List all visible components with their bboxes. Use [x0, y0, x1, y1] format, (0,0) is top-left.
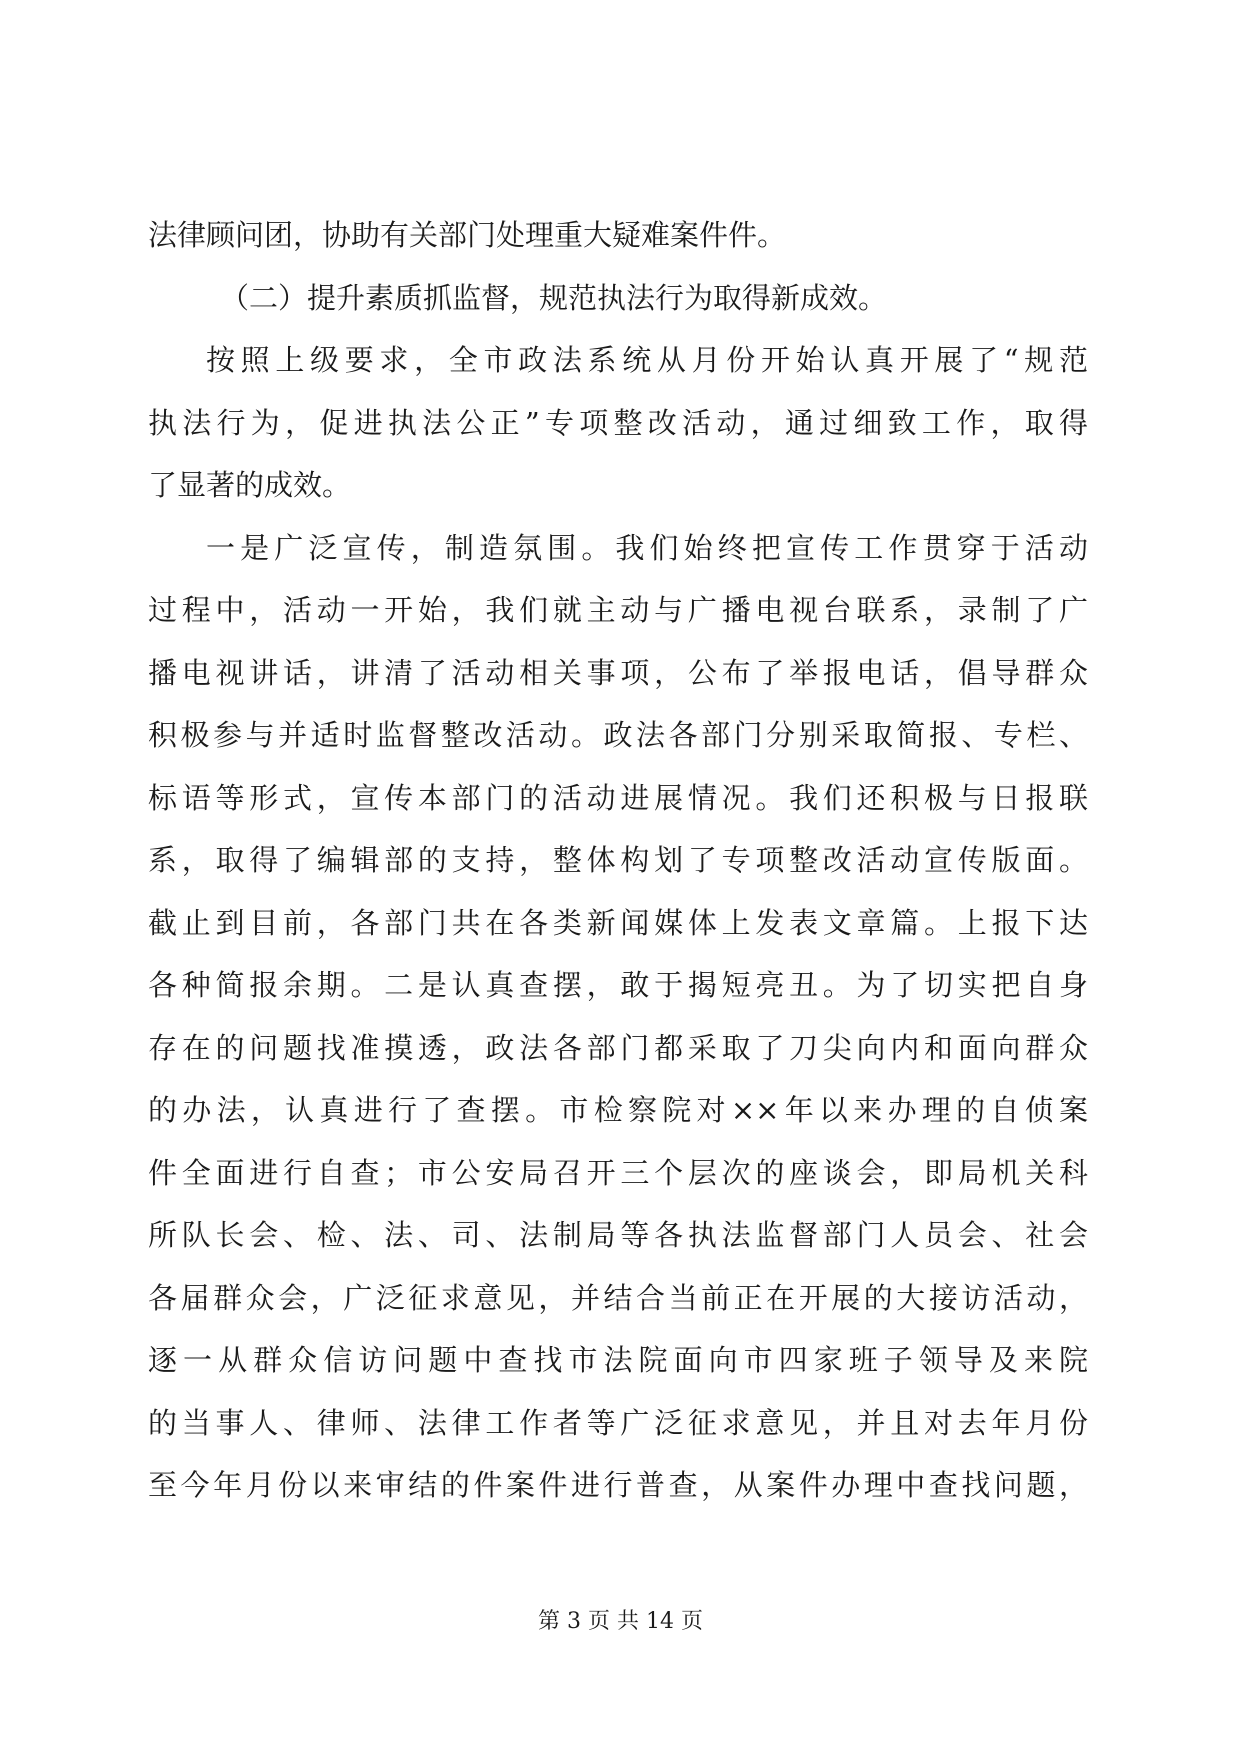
text-line: 各种简报余期。二是认真查摆，敢于揭短亮丑。为了切实把自身 [148, 968, 1088, 1002]
text-line: 法律顾问团，协助有关部门处理重大疑难案件件。 [148, 218, 787, 252]
text-line: 各届群众会，广泛征求意见，并结合当前正在开展的大接访活动， [148, 1280, 1088, 1315]
text-line: 执法行为，促进执法公正”专项整改活动，通过细致工作，取得 [148, 405, 1088, 440]
text-line: 至今年月份以来审结的件案件进行普查，从案件办理中查找问题， [148, 1468, 1088, 1502]
page-number-footer: 第 3 页 共 14 页 [538, 1609, 703, 1634]
text-line: 件全面进行自查；市公安局召开三个层次的座谈会，即局机关科 [148, 1155, 1088, 1190]
text-line: 存在的问题找准摸透，政法各部门都采取了刀尖向内和面向群众 [148, 1030, 1088, 1065]
section-heading: （二）提升素质抓监督，规范执法行为取得新成效。 [220, 280, 888, 315]
text-line: 过程中，活动一开始，我们就主动与广播电视台联系，录制了广 [148, 593, 1088, 627]
text-line: 了显著的成效。 [148, 468, 352, 502]
text-line: 积极参与并适时监督整改活动。政法各部门分别采取简报、专栏、 [148, 718, 1088, 752]
text-line: 逐一从群众信访问题中查找市法院面向市四家班子领导及来院 [148, 1343, 1088, 1377]
text-line: 截止到目前，各部门共在各类新闻媒体上发表文章篇。上报下达 [148, 905, 1088, 940]
text-line: 系，取得了编辑部的支持，整体构划了专项整改活动宣传版面。 [148, 843, 1088, 877]
text-line: 播电视讲话，讲清了活动相关事项，公布了举报电话，倡导群众 [148, 655, 1088, 690]
text-line: 的当事人、律师、法律工作者等广泛征求意见，并且对去年月份 [148, 1405, 1088, 1440]
document-body [148, 204, 1088, 1517]
text-line: 的办法，认真进行了查摆。市检察院对××年以来办理的自侦案 [148, 1093, 1088, 1127]
text-line: 标语等形式，宣传本部门的活动进展情况。我们还积极与日报联 [148, 780, 1088, 815]
text-line: 所队长会、检、法、司、法制局等各执法监督部门人员会、社会 [148, 1218, 1088, 1252]
text-line: 一是广泛宣传，制造氛围。我们始终把宣传工作贯穿于活动 [206, 530, 1088, 565]
text-line: 按照上级要求，全市政法系统从月份开始认真开展了“规范 [206, 343, 1088, 377]
